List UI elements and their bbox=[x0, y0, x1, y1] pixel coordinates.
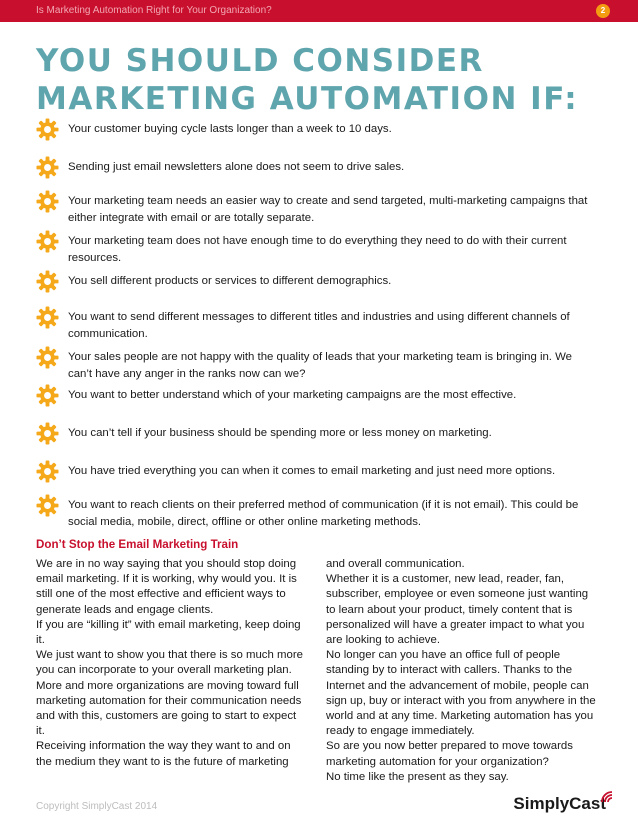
header-bar bbox=[0, 0, 638, 22]
page-number: 2 bbox=[596, 4, 610, 18]
gear-icon bbox=[36, 230, 59, 253]
gear-icon bbox=[36, 270, 59, 293]
body-paragraph: We are in no way saying that you should stop doing email marketing. If it is working, why would you. It is still one of the most effective and efficient ways to generate leads and engage clients. bbox=[36, 558, 297, 616]
criteria-text: Your marketing team needs an easier way to create and send targeted, multi-marketing campaigns that either integrate with email or are totally separate. bbox=[68, 195, 588, 224]
criteria-text: You can’t tell if your business should be spending more or less money on marketing. bbox=[68, 427, 492, 439]
headline-line-2: MARKETING AUTOMATION IF: bbox=[36, 81, 579, 117]
body-paragraph: No time like the present as they say. bbox=[326, 770, 509, 783]
criteria-text: You have tried everything you can when it comes to email marketing and just need more options. bbox=[68, 465, 556, 477]
gear-icon bbox=[36, 422, 59, 445]
gear-icon bbox=[36, 118, 59, 141]
criteria-text: Your sales people are not happy with the quality of leads that your marketing team is bringing in. We can’t have any anger in the ranks now can we? bbox=[68, 351, 573, 380]
body-paragraph: Receiving information the way they want to and on the medium they want to is the future of marketing bbox=[36, 740, 291, 768]
body-paragraph: and overall communication. bbox=[326, 558, 465, 570]
criteria-text: You want to reach clients on their preferred method of communication (if it is not email). This could be social media, mobile, direct, offline or other online marketing methods. bbox=[68, 499, 579, 528]
criteria-text: You want to send different messages to different titles and industries and using different channels of communication. bbox=[68, 311, 570, 340]
body-paragraph: We just want to show you that there is so much more you can incorporate to your overall marketing plan. bbox=[36, 649, 303, 677]
body-column-left bbox=[36, 557, 308, 770]
headline-line-1: YOU SHOULD CONSIDER bbox=[36, 43, 484, 79]
criteria-text: Your marketing team does not have enough time to do everything they need to do with their current resources. bbox=[68, 235, 567, 264]
gear-icon bbox=[36, 306, 59, 329]
gear-icon bbox=[36, 346, 59, 369]
criteria-text: Sending just email newsletters alone does not seem to drive sales. bbox=[68, 161, 405, 173]
brand-logo: SimplyCast bbox=[513, 794, 606, 813]
gear-icon bbox=[36, 494, 59, 517]
criteria-text: You want to better understand which of your marketing campaigns are the most effective. bbox=[68, 389, 517, 401]
gear-icon bbox=[36, 156, 59, 179]
section-heading: Don’t Stop the Email Marketing Train bbox=[36, 538, 239, 551]
copyright-text: Copyright SimplyCast 2014 bbox=[36, 801, 158, 812]
body-paragraph: More and more organizations are moving toward full marketing automation for their communication needs and with this, customers are going to start to expect it. bbox=[36, 679, 302, 738]
criteria-text: You sell different products or services to different demographics. bbox=[68, 275, 392, 287]
body-paragraph: Whether it is a customer, new lead, reader, fan, subscriber, employee or even someone just wanting to learn about your product, timely content that is personalized will have a greater impact to what you are looking to achieve. bbox=[326, 573, 589, 647]
broadcast-icon bbox=[600, 790, 614, 804]
body-paragraph: If you are “killing it” with email marketing, keep doing it. bbox=[36, 618, 301, 647]
body-column-right bbox=[326, 557, 598, 785]
gear-icon bbox=[36, 190, 59, 213]
body-paragraph: No longer can you have an office full of people standing by to interact with callers. Thanks to the Internet and the advancement of mobile, people can sign up, buy or interact with you from anywhere in the world and at any time. Marketing automation has you ready to engage immediately. bbox=[326, 649, 596, 738]
headline bbox=[36, 42, 596, 118]
running-title: Is Marketing Automation Right for Your Organization? bbox=[36, 5, 272, 16]
gear-icon bbox=[36, 460, 59, 483]
criteria-text: Your customer buying cycle lasts longer than a week to 10 days. bbox=[68, 123, 392, 135]
gear-icon bbox=[36, 384, 59, 407]
body-paragraph: So are you now better prepared to move towards marketing automation for your organization? bbox=[326, 740, 573, 768]
